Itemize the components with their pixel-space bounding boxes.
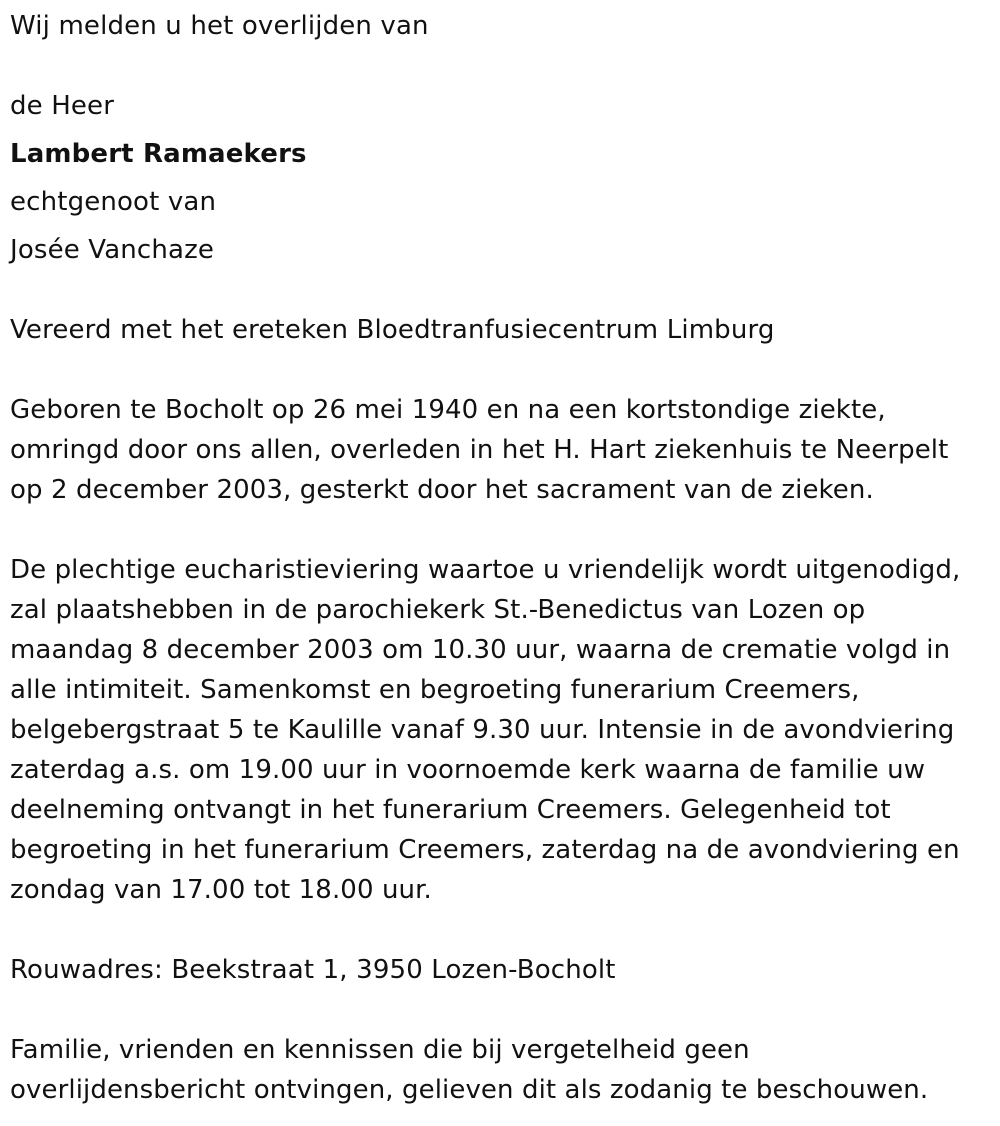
- intro-text: Wij melden u het overlijden van: [10, 11, 429, 41]
- paragraph-line: belgebergstraat 5 te Kaulille vanaf 9.30 uur. Intensie in de avondviering: [10, 715, 955, 745]
- honorific: de Heer: [10, 91, 115, 121]
- paragraph-line: omringd door ons allen, overleden in het H. Hart ziekenhuis te Neerpelt: [10, 435, 949, 465]
- paragraph-line: zal plaatshebben in de parochiekerk St.-Benedictus van Lozen op: [10, 595, 866, 625]
- paragraph-line: alle intimiteit. Samenkomst en begroeting funerarium Creemers,: [10, 675, 860, 705]
- deceased-name: Lambert Ramaekers: [10, 139, 307, 169]
- paragraph-line: Geboren te Bocholt op 26 mei 1940 en na een kortstondige ziekte,: [10, 395, 886, 425]
- paragraph-line: begroeting in het funerarium Creemers, zaterdag na de avondviering en: [10, 835, 960, 865]
- mourning-address: Rouwadres: Beekstraat 1, 3950 Lozen-Bocholt: [10, 955, 616, 985]
- honor-text: Vereerd met het ereteken Bloedtranfusiecentrum Limburg: [10, 315, 775, 345]
- paragraph-line: Familie, vrienden en kennissen die bij vergetelheid geen: [10, 1035, 750, 1065]
- paragraph-line: op 2 december 2003, gesterkt door het sacrament van de zieken.: [10, 475, 874, 505]
- relation-text: echtgenoot van: [10, 187, 217, 217]
- ceremony-paragraph: [10, 550, 985, 910]
- spouse-name: Josée Vanchaze: [10, 235, 215, 265]
- birth-death-paragraph: [10, 390, 985, 510]
- paragraph-line: zondag van 17.00 tot 18.00 uur.: [10, 875, 432, 905]
- paragraph-line: De plechtige eucharistieviering waartoe u vriendelijk wordt uitgenodigd,: [10, 555, 961, 585]
- paragraph-line: deelneming ontvangt in het funerarium Creemers. Gelegenheid tot: [10, 795, 891, 825]
- paragraph-line: zaterdag a.s. om 19.00 uur in voornoemde kerk waarna de familie uw: [10, 755, 926, 785]
- closing-paragraph: [10, 1030, 985, 1110]
- paragraph-line: maandag 8 december 2003 om 10.30 uur, waarna de crematie volgd in: [10, 635, 951, 665]
- paragraph-line: overlijdensbericht ontvingen, gelieven dit als zodanig te beschouwen.: [10, 1075, 929, 1105]
